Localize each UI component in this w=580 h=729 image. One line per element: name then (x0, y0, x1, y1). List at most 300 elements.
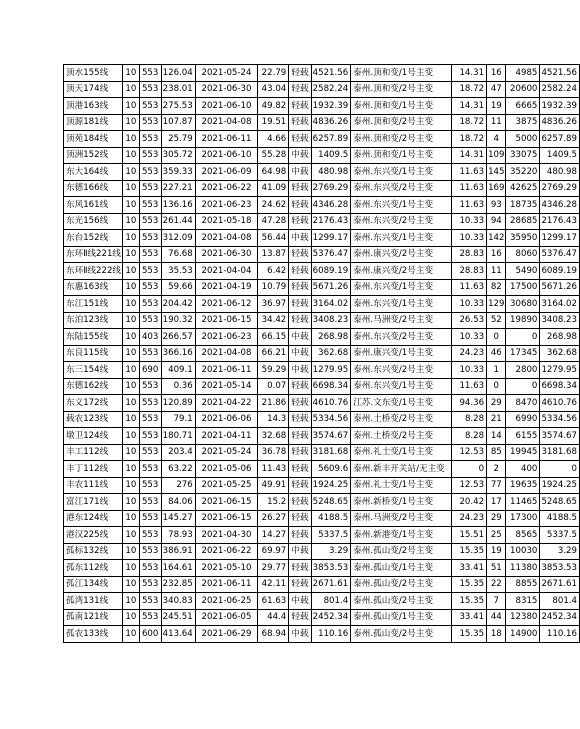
table-cell[interactable]: 400 (506, 461, 540, 478)
table-cell[interactable]: 2021-06-05 (195, 609, 258, 626)
table-cell[interactable]: 5609.6 (311, 461, 351, 478)
table-cell[interactable]: 8470 (506, 395, 540, 412)
table-cell[interactable]: 33.41 (452, 609, 487, 626)
table-cell[interactable]: 14.27 (258, 527, 289, 544)
table-cell[interactable]: 泰州.康兴变/2号主变 (351, 263, 452, 280)
table-cell[interactable]: 2021-06-11 (195, 576, 258, 593)
table-cell[interactable]: 泰州.顶和变/1号主变 (351, 98, 452, 115)
table-cell[interactable]: 66.15 (258, 329, 289, 346)
table-cell[interactable]: 10 (123, 362, 140, 379)
table-cell[interactable]: 4188.5 (311, 510, 351, 527)
table-cell[interactable]: 21 (487, 411, 506, 428)
table-cell[interactable]: 5376.47 (540, 246, 580, 263)
table-cell[interactable]: 港东124线 (64, 510, 123, 527)
table-cell[interactable]: 553 (139, 461, 161, 478)
table-cell[interactable]: 东大164线 (64, 164, 123, 181)
table-cell[interactable]: 553 (139, 543, 161, 560)
table-cell[interactable]: 东惠163线 (64, 279, 123, 296)
table-cell[interactable]: 轻载 (289, 81, 311, 98)
table-cell[interactable]: 5248.65 (540, 494, 580, 511)
table-cell[interactable]: 17345 (506, 345, 540, 362)
table-cell[interactable]: 6990 (506, 411, 540, 428)
table-cell[interactable]: 11 (487, 114, 506, 131)
table-cell[interactable]: 10.33 (452, 329, 487, 346)
table-cell[interactable]: 轻载 (289, 444, 311, 461)
table-cell[interactable]: 312.09 (161, 230, 195, 247)
table-cell[interactable]: 6089.19 (311, 263, 351, 280)
table-cell[interactable]: 2021-04-08 (195, 114, 258, 131)
table-cell[interactable]: 553 (139, 114, 161, 131)
table-cell[interactable]: 5671.26 (540, 279, 580, 296)
table-cell[interactable]: 轻载 (289, 65, 311, 82)
table-cell[interactable]: 轻载 (289, 180, 311, 197)
table-cell[interactable]: 2021-06-15 (195, 312, 258, 329)
table-cell[interactable]: 3574.67 (311, 428, 351, 445)
table-cell[interactable]: 1279.95 (311, 362, 351, 379)
table-cell[interactable]: 1299.17 (540, 230, 580, 247)
table-cell[interactable]: 136.16 (161, 197, 195, 214)
table-cell[interactable]: 10 (123, 279, 140, 296)
table-cell[interactable]: 5337.5 (540, 527, 580, 544)
table-cell[interactable]: 18.72 (452, 114, 487, 131)
table-cell[interactable]: 东光156线 (64, 213, 123, 230)
table-cell[interactable]: 11380 (506, 560, 540, 577)
table-cell[interactable]: 2021-06-23 (195, 197, 258, 214)
table-cell[interactable]: 44 (487, 609, 506, 626)
table-cell[interactable]: 1299.17 (311, 230, 351, 247)
table-cell[interactable]: 553 (139, 263, 161, 280)
table-cell[interactable]: 泰州.康兴变/1号主变 (351, 345, 452, 362)
table-cell[interactable]: 1924.25 (540, 477, 580, 494)
table-cell[interactable]: 238.01 (161, 81, 195, 98)
table-cell[interactable]: 2021-05-14 (195, 378, 258, 395)
table-cell[interactable]: 46 (487, 345, 506, 362)
table-cell[interactable]: 362.68 (311, 345, 351, 362)
table-cell[interactable]: 6.42 (258, 263, 289, 280)
table-cell[interactable]: 33075 (506, 147, 540, 164)
table-cell[interactable]: 553 (139, 560, 161, 577)
table-cell[interactable]: 2021-05-24 (195, 65, 258, 82)
table-cell[interactable]: 泰州.新桥变/1号主变 (351, 494, 452, 511)
table-cell[interactable]: 泰州.马洲变/2号主变 (351, 312, 452, 329)
table-cell[interactable]: 801.4 (311, 593, 351, 610)
table-cell[interactable]: 3408.23 (540, 312, 580, 329)
table-cell[interactable]: 10.79 (258, 279, 289, 296)
table-cell[interactable]: 2452.34 (540, 609, 580, 626)
table-cell[interactable]: 6698.34 (540, 378, 580, 395)
table-cell[interactable]: 110.16 (311, 626, 351, 643)
table-cell[interactable]: 孤农133线 (64, 626, 123, 643)
table-cell[interactable]: 3181.68 (540, 444, 580, 461)
table-cell[interactable]: 2021-06-12 (195, 296, 258, 313)
table-cell[interactable]: 中载 (289, 345, 311, 362)
table-cell[interactable]: 1409.5 (311, 147, 351, 164)
table-cell[interactable]: 403 (139, 329, 161, 346)
table-cell[interactable]: 553 (139, 312, 161, 329)
table-cell[interactable]: 2582.24 (311, 81, 351, 98)
table-cell[interactable]: 78.93 (161, 527, 195, 544)
table-cell[interactable]: 386.91 (161, 543, 195, 560)
table-cell[interactable]: 11 (487, 263, 506, 280)
table-cell[interactable]: 8315 (506, 593, 540, 610)
table-cell[interactable]: 中载 (289, 329, 311, 346)
table-cell[interactable]: 轻载 (289, 312, 311, 329)
table-cell[interactable]: 5248.65 (311, 494, 351, 511)
table-cell[interactable]: 泰州.孤山变/2号主变 (351, 626, 452, 643)
table-cell[interactable]: 2021-06-06 (195, 411, 258, 428)
table-cell[interactable]: 11.63 (452, 197, 487, 214)
table-cell[interactable]: 2021-06-09 (195, 164, 258, 181)
table-cell[interactable]: 47 (487, 81, 506, 98)
table-cell[interactable]: 29 (487, 510, 506, 527)
table-cell[interactable]: 43.04 (258, 81, 289, 98)
table-cell[interactable]: 129 (487, 296, 506, 313)
table-cell[interactable]: 泰州.东兴变/1号主变 (351, 164, 452, 181)
table-cell[interactable]: 20600 (506, 81, 540, 98)
table-cell[interactable]: 362.68 (540, 345, 580, 362)
table-cell[interactable]: 江苏.文东变/1号主变 (351, 395, 452, 412)
table-cell[interactable]: 中载 (289, 593, 311, 610)
table-cell[interactable]: 14900 (506, 626, 540, 643)
table-cell[interactable]: 84.06 (161, 494, 195, 511)
table-cell[interactable]: 49.82 (258, 98, 289, 115)
table-cell[interactable]: 泰州.东兴变/2号主变 (351, 329, 452, 346)
table-cell[interactable]: 10 (123, 510, 140, 527)
table-cell[interactable]: 11.63 (452, 378, 487, 395)
table-cell[interactable]: 17 (487, 494, 506, 511)
table-cell[interactable]: 10.33 (452, 213, 487, 230)
table-cell[interactable]: 204.42 (161, 296, 195, 313)
table-cell[interactable]: 2769.29 (540, 180, 580, 197)
table-cell[interactable]: 10 (123, 246, 140, 263)
table-cell[interactable]: 340.83 (161, 593, 195, 610)
table-cell[interactable]: 44.4 (258, 609, 289, 626)
table-cell[interactable]: 10 (123, 164, 140, 181)
table-cell[interactable]: 69.97 (258, 543, 289, 560)
table-cell[interactable]: 8.28 (452, 411, 487, 428)
table-cell[interactable]: 66.21 (258, 345, 289, 362)
table-cell[interactable]: 轻载 (289, 197, 311, 214)
table-cell[interactable]: 5376.47 (311, 246, 351, 263)
table-cell[interactable]: 1 (487, 362, 506, 379)
table-cell[interactable]: 2671.61 (311, 576, 351, 593)
table-cell[interactable]: 801.4 (540, 593, 580, 610)
table-cell[interactable]: 2021-04-19 (195, 279, 258, 296)
table-cell[interactable]: 泰州.顶和变/2号主变 (351, 81, 452, 98)
table-cell[interactable]: 轻载 (289, 98, 311, 115)
table-cell[interactable]: 4346.28 (540, 197, 580, 214)
table-cell[interactable]: 孤东112线 (64, 560, 123, 577)
table-cell[interactable]: 12.53 (452, 477, 487, 494)
table-cell[interactable]: 25 (487, 527, 506, 544)
table-cell[interactable]: 553 (139, 444, 161, 461)
table-cell[interactable]: 顶源181线 (64, 114, 123, 131)
table-cell[interactable]: 42625 (506, 180, 540, 197)
table-cell[interactable]: 10 (123, 213, 140, 230)
table-cell[interactable]: 2021-06-25 (195, 593, 258, 610)
table-cell[interactable]: 5334.56 (540, 411, 580, 428)
table-cell[interactable]: 10 (123, 312, 140, 329)
table-cell[interactable]: 轻载 (289, 527, 311, 544)
table-cell[interactable]: 3574.67 (540, 428, 580, 445)
table-cell[interactable]: 5671.26 (311, 279, 351, 296)
table-cell[interactable]: 轻载 (289, 576, 311, 593)
table-cell[interactable]: 泰州.东兴变/2号主变 (351, 180, 452, 197)
table-cell[interactable]: 2021-04-11 (195, 428, 258, 445)
table-cell[interactable]: 553 (139, 576, 161, 593)
table-cell[interactable]: 22 (487, 576, 506, 593)
table-cell[interactable]: 10 (123, 147, 140, 164)
table-cell[interactable]: 泰州.东兴变/1号主变 (351, 378, 452, 395)
table-cell[interactable]: 2769.29 (311, 180, 351, 197)
table-cell[interactable]: 359.33 (161, 164, 195, 181)
table-cell[interactable]: 10 (123, 114, 140, 131)
table-cell[interactable]: 18 (487, 626, 506, 643)
table-cell[interactable]: 东义172线 (64, 395, 123, 412)
table-cell[interactable]: 0 (487, 378, 506, 395)
table-cell[interactable]: 16 (487, 246, 506, 263)
table-cell[interactable]: 轻载 (289, 395, 311, 412)
table-cell[interactable]: 2021-06-22 (195, 543, 258, 560)
table-cell[interactable]: 2021-05-18 (195, 213, 258, 230)
table-cell[interactable]: 2021-06-11 (195, 362, 258, 379)
table-cell[interactable]: 28685 (506, 213, 540, 230)
table-cell[interactable]: 4188.5 (540, 510, 580, 527)
table-cell[interactable]: 26.27 (258, 510, 289, 527)
table-cell[interactable]: 2021-06-10 (195, 147, 258, 164)
table-cell[interactable]: 泰州.康兴变/2号主变 (351, 246, 452, 263)
table-cell[interactable]: 6257.89 (540, 131, 580, 148)
table-cell[interactable]: 中载 (289, 543, 311, 560)
table-cell[interactable]: 553 (139, 428, 161, 445)
table-cell[interactable]: 2671.61 (540, 576, 580, 593)
table-cell[interactable]: 142 (487, 230, 506, 247)
table-cell[interactable]: 126.04 (161, 65, 195, 82)
table-cell[interactable]: 15.35 (452, 593, 487, 610)
table-cell[interactable]: 11465 (506, 494, 540, 511)
table-cell[interactable]: 553 (139, 593, 161, 610)
table-cell[interactable]: 港汉225线 (64, 527, 123, 544)
table-cell[interactable]: 180.71 (161, 428, 195, 445)
table-cell[interactable]: 丰农111线 (64, 477, 123, 494)
table-cell[interactable]: 10 (123, 444, 140, 461)
table-cell[interactable]: 203.4 (161, 444, 195, 461)
table-cell[interactable]: 19 (487, 543, 506, 560)
table-cell[interactable]: 孤江134线 (64, 576, 123, 593)
table-cell[interactable]: 19945 (506, 444, 540, 461)
table-cell[interactable]: 59.66 (161, 279, 195, 296)
table-cell[interactable]: 4985 (506, 65, 540, 82)
table-cell[interactable]: 轻载 (289, 411, 311, 428)
table-cell[interactable]: 61.63 (258, 593, 289, 610)
table-cell[interactable]: 0 (487, 329, 506, 346)
table-cell[interactable]: 东德162线 (64, 378, 123, 395)
table-cell[interactable]: 富江171线 (64, 494, 123, 511)
table-cell[interactable]: 94 (487, 213, 506, 230)
table-cell[interactable]: 32.68 (258, 428, 289, 445)
table-cell[interactable]: 14.31 (452, 98, 487, 115)
table-cell[interactable]: 553 (139, 147, 161, 164)
table-cell[interactable]: 2021-05-24 (195, 444, 258, 461)
table-cell[interactable]: 4521.56 (540, 65, 580, 82)
table-cell[interactable]: 94.36 (452, 395, 487, 412)
table-cell[interactable]: 164.61 (161, 560, 195, 577)
table-cell[interactable]: 0.07 (258, 378, 289, 395)
table-cell[interactable]: 1932.39 (540, 98, 580, 115)
table-cell[interactable]: 409.1 (161, 362, 195, 379)
table-cell[interactable]: 10 (123, 180, 140, 197)
table-cell[interactable]: 21.86 (258, 395, 289, 412)
table-cell[interactable]: 110.16 (540, 626, 580, 643)
table-cell[interactable]: 2021-04-04 (195, 263, 258, 280)
table-cell[interactable]: 553 (139, 378, 161, 395)
table-cell[interactable]: 轻载 (289, 378, 311, 395)
table-cell[interactable]: 2021-06-30 (195, 81, 258, 98)
table-cell[interactable]: 2800 (506, 362, 540, 379)
table-cell[interactable]: 6089.19 (540, 263, 580, 280)
table-cell[interactable]: 14.31 (452, 147, 487, 164)
table-cell[interactable]: 泰州.东兴变/1号主变 (351, 296, 452, 313)
table-cell[interactable]: 中载 (289, 230, 311, 247)
table-cell[interactable]: 3875 (506, 114, 540, 131)
table-cell[interactable]: 49.91 (258, 477, 289, 494)
table-cell[interactable]: 丰丁112线 (64, 461, 123, 478)
table-cell[interactable]: 22.79 (258, 65, 289, 82)
table-cell[interactable]: 553 (139, 230, 161, 247)
table-cell[interactable]: 顶天174线 (64, 81, 123, 98)
table-cell[interactable]: 10.33 (452, 230, 487, 247)
table-cell[interactable]: 2021-04-22 (195, 395, 258, 412)
table-cell[interactable]: 3181.68 (311, 444, 351, 461)
table-cell[interactable]: 泰州.顶和变/1号主变 (351, 147, 452, 164)
table-cell[interactable]: 8855 (506, 576, 540, 593)
table-cell[interactable]: 泰州.礼士变/1号主变 (351, 477, 452, 494)
table-cell[interactable]: 中载 (289, 147, 311, 164)
table-cell[interactable]: 553 (139, 411, 161, 428)
table-cell[interactable]: 33.41 (452, 560, 487, 577)
table-cell[interactable]: 145.27 (161, 510, 195, 527)
table-cell[interactable]: 2 (487, 461, 506, 478)
table-cell[interactable]: 10 (123, 560, 140, 577)
table-cell[interactable]: 泰州.孤山变/2号主变 (351, 543, 452, 560)
table-cell[interactable]: 东环Ⅱ线222线 (64, 263, 123, 280)
table-cell[interactable]: 2021-05-25 (195, 477, 258, 494)
table-cell[interactable]: 载农123线 (64, 411, 123, 428)
table-cell[interactable]: 12.53 (452, 444, 487, 461)
table-cell[interactable]: 30680 (506, 296, 540, 313)
table-cell[interactable]: 东台152线 (64, 230, 123, 247)
table-cell[interactable]: 东良115线 (64, 345, 123, 362)
table-cell[interactable]: 2021-05-06 (195, 461, 258, 478)
table-cell[interactable]: 5000 (506, 131, 540, 148)
table-cell[interactable]: 泰州.顶和变/1号主变 (351, 65, 452, 82)
table-cell[interactable]: 3853.53 (311, 560, 351, 577)
table-cell[interactable]: 29.77 (258, 560, 289, 577)
table-cell[interactable]: 泰州.土桥变/2号主变 (351, 411, 452, 428)
table-cell[interactable]: 轻载 (289, 213, 311, 230)
table-cell[interactable]: 63.22 (161, 461, 195, 478)
table-cell[interactable]: 13.87 (258, 246, 289, 263)
table-cell[interactable]: 41.09 (258, 180, 289, 197)
table-cell[interactable]: 10 (123, 527, 140, 544)
table-cell[interactable]: 15.35 (452, 626, 487, 643)
table-cell[interactable]: 18735 (506, 197, 540, 214)
table-cell[interactable]: 东泊123线 (64, 312, 123, 329)
table-cell[interactable]: 1409.5 (540, 147, 580, 164)
table-cell[interactable]: 2021-06-10 (195, 98, 258, 115)
table-cell[interactable]: 4610.76 (540, 395, 580, 412)
table-cell[interactable]: 24.23 (452, 510, 487, 527)
table-cell[interactable]: 10 (123, 543, 140, 560)
table-cell[interactable]: 11.63 (452, 164, 487, 181)
table-cell[interactable]: 轻载 (289, 263, 311, 280)
table-cell[interactable]: 68.94 (258, 626, 289, 643)
table-cell[interactable]: 275.53 (161, 98, 195, 115)
table-cell[interactable]: 76.68 (161, 246, 195, 263)
table-cell[interactable]: 11.43 (258, 461, 289, 478)
table-cell[interactable]: 12380 (506, 609, 540, 626)
table-cell[interactable]: 轻载 (289, 296, 311, 313)
table-cell[interactable]: 8565 (506, 527, 540, 544)
table-cell[interactable]: 109 (487, 147, 506, 164)
table-cell[interactable]: 10 (123, 81, 140, 98)
table-cell[interactable]: 3164.02 (311, 296, 351, 313)
table-cell[interactable]: 1932.39 (311, 98, 351, 115)
table-cell[interactable]: 2021-06-15 (195, 494, 258, 511)
table-cell[interactable]: 轻载 (289, 477, 311, 494)
table-cell[interactable]: 2021-05-10 (195, 560, 258, 577)
table-cell[interactable]: 10 (123, 593, 140, 610)
table-cell[interactable]: 轻载 (289, 461, 311, 478)
table-cell[interactable]: 480.98 (540, 164, 580, 181)
table-cell[interactable]: 10 (123, 576, 140, 593)
table-cell[interactable]: 553 (139, 213, 161, 230)
table-cell[interactable]: 35.53 (161, 263, 195, 280)
table-cell[interactable]: 孤标132线 (64, 543, 123, 560)
table-cell[interactable]: 4346.28 (311, 197, 351, 214)
table-cell[interactable]: 19 (487, 98, 506, 115)
table-cell[interactable]: 10 (123, 230, 140, 247)
table-cell[interactable]: 36.78 (258, 444, 289, 461)
table-cell[interactable]: 480.98 (311, 164, 351, 181)
table-cell[interactable]: 泰州.马洲变/2号主变 (351, 510, 452, 527)
table-cell[interactable]: 553 (139, 395, 161, 412)
table-cell[interactable]: 553 (139, 131, 161, 148)
table-cell[interactable]: 19635 (506, 477, 540, 494)
table-cell[interactable]: 泰州.东兴变/2号主变 (351, 213, 452, 230)
table-cell[interactable]: 泰州.孤山变/1号主变 (351, 609, 452, 626)
table-cell[interactable]: 1279.95 (540, 362, 580, 379)
table-cell[interactable]: 553 (139, 279, 161, 296)
table-cell[interactable]: 10 (123, 345, 140, 362)
table-cell[interactable]: 顶港163线 (64, 98, 123, 115)
table-cell[interactable]: 泰州.孤山变/2号主变 (351, 576, 452, 593)
table-cell[interactable]: 2582.24 (540, 81, 580, 98)
table-cell[interactable]: 15.51 (452, 527, 487, 544)
table-cell[interactable]: 东江151线 (64, 296, 123, 313)
table-cell[interactable]: 泰州.孤山变/2号主变 (351, 593, 452, 610)
table-cell[interactable]: 顶洲152线 (64, 147, 123, 164)
table-cell[interactable]: 553 (139, 98, 161, 115)
table-cell[interactable]: 64.98 (258, 164, 289, 181)
table-cell[interactable]: 10 (123, 461, 140, 478)
table-cell[interactable]: 25.79 (161, 131, 195, 148)
table-cell[interactable]: 0.36 (161, 378, 195, 395)
table-cell[interactable]: 10030 (506, 543, 540, 560)
table-cell[interactable]: 泰州.新丰开关站/无主变 (351, 461, 452, 478)
table-cell[interactable]: 泰州.顶和变/2号主变 (351, 131, 452, 148)
table-cell[interactable]: 泰州.东兴变/1号主变 (351, 230, 452, 247)
